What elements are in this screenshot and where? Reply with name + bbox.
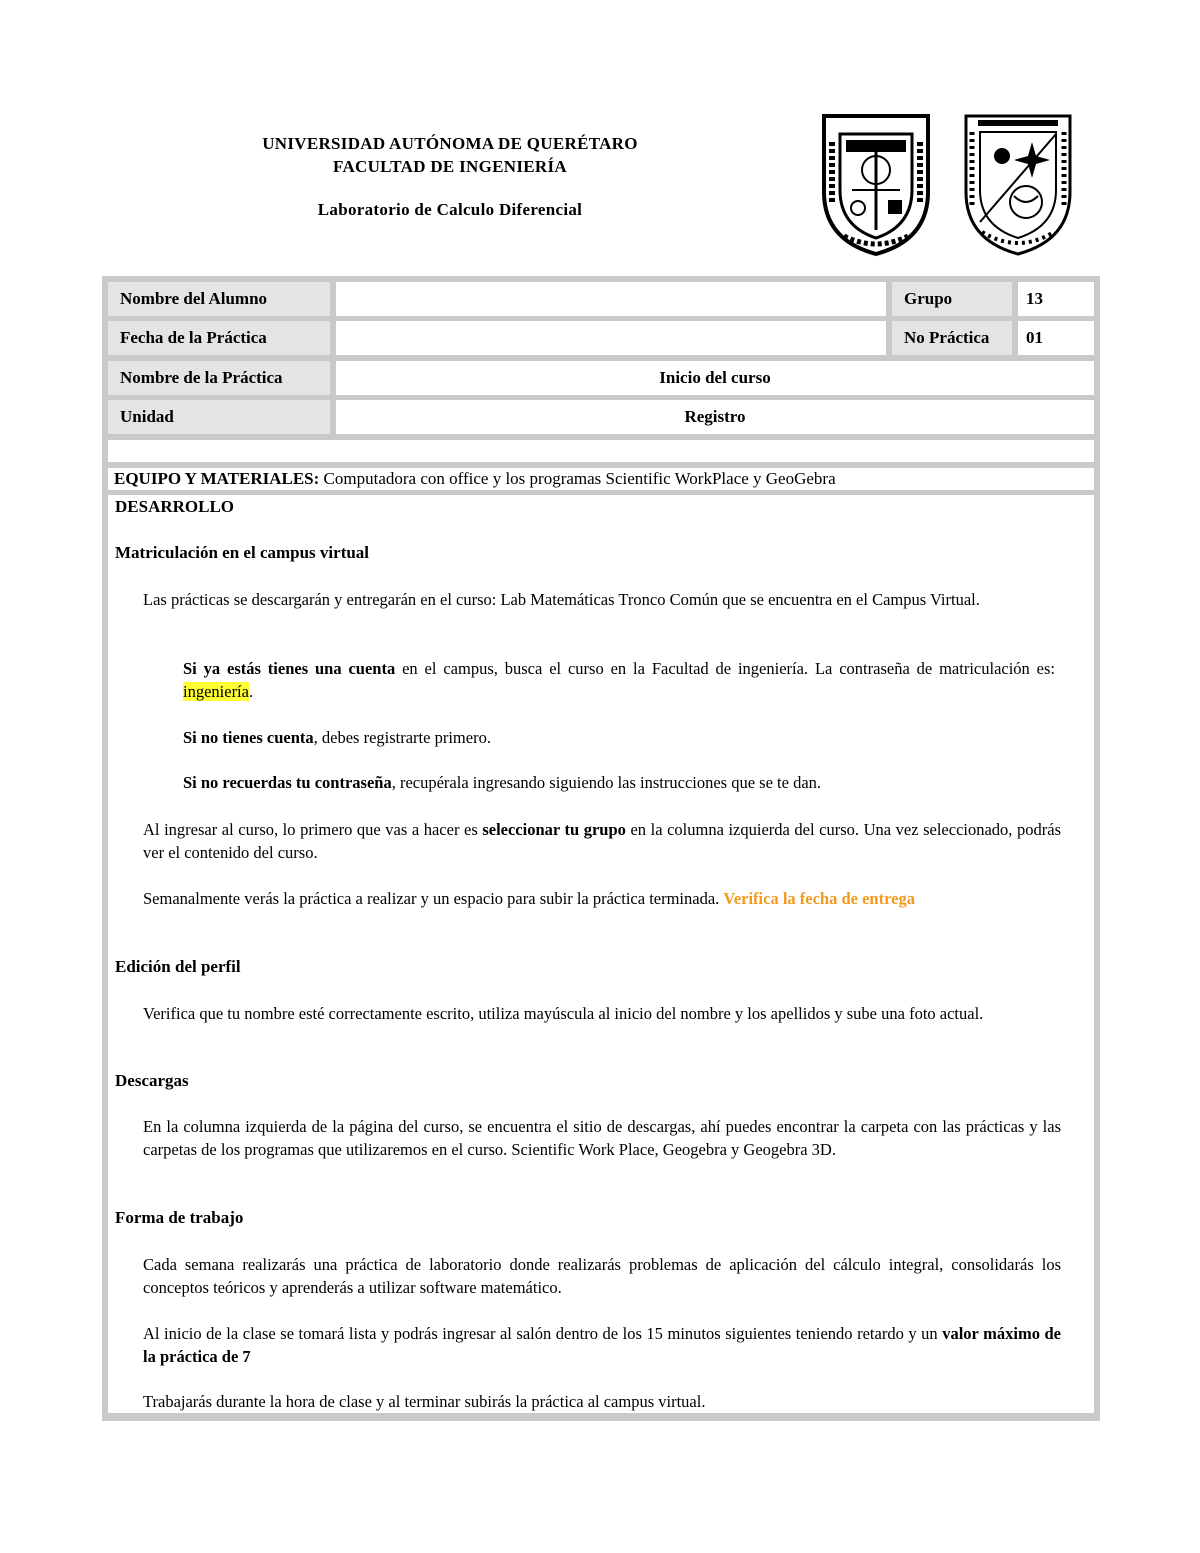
profile-paragraph: Verifica que tu nombre esté correctamente escrito, utiliza mayúscula al inicio del nombre y los apellidos y sube una foto actual.: [143, 1004, 984, 1023]
max-value-note: valor máximo de la práctica de 7: [143, 1324, 1061, 1366]
university-seal-logo: [962, 112, 1074, 258]
section-downloads-title: Descargas: [115, 1071, 189, 1090]
university-name: UNIVERSIDAD AUTÓNOMA DE QUERÉTARO: [262, 134, 638, 153]
practice-name-label: Nombre de la Práctica: [108, 361, 330, 395]
practice-number-label: No Práctica: [892, 321, 1012, 355]
attendance-text: Al inicio de la clase se tomará lista y podrás ingresar al salón dentro de los 15 minutos siguientes teniendo retardo y un: [143, 1324, 943, 1343]
development-title: DESARROLLO: [115, 497, 235, 516]
group-value: 13: [1018, 282, 1094, 316]
password-rest: , recupérala ingresando siguiendo las instrucciones que se te dan.: [391, 773, 822, 792]
group-select-a: Al ingresar al curso, lo primero que vas a hacer es: [143, 820, 483, 839]
practice-date-label: Fecha de la Práctica: [108, 321, 330, 355]
student-name-field[interactable]: [336, 282, 886, 316]
section-campus-title: Matriculación en el campus virtual: [115, 543, 370, 562]
group-select-bold: seleccionar tu grupo: [482, 820, 626, 839]
group-select-b: en la columna izquierda del curso. Una vez seleccionado, podrás ver el contenido del curso.: [143, 820, 1061, 862]
unit-value: Registro: [336, 400, 1094, 434]
attendance-paragraph: [143, 1322, 1061, 1368]
no-account-rest: , debes registrarte primero.: [313, 728, 491, 747]
faculty-seal-logo: [820, 112, 932, 258]
upload-paragraph: Trabajarás durante la hora de clase y al terminar subirás la práctica al campus virtual.: [143, 1392, 706, 1411]
section-work-title: Forma de trabajo: [115, 1208, 244, 1227]
group-select-paragraph: [143, 818, 1061, 864]
empty-row: [108, 440, 1094, 462]
password-bold: Si no recuerdas tu contraseña: [183, 773, 392, 792]
campus-paragraph: Las prácticas se descargarán y entregarán en el curso: Lab Matemáticas Tronco Común que se encuentra en el Campus Virtual.: [143, 590, 980, 609]
section-profile-title: Edición del perfil: [115, 957, 241, 976]
unit-label: Unidad: [108, 400, 330, 434]
no-account-bold: Si no tienes cuenta: [183, 728, 314, 747]
equipment-label: EQUIPO Y MATERIALES:: [114, 469, 320, 488]
account-bold: Si ya estás tienes una cuenta: [183, 659, 396, 678]
deadline-warning: Verifica la fecha de entrega: [723, 889, 915, 908]
lab-name: Laboratorio de Calculo Diferencial: [317, 200, 583, 219]
equipment-value: Computadora con office y los programas Scientific WorkPlace y GeoGebra: [323, 469, 836, 488]
work-paragraph: Cada semana realizarás una práctica de laboratorio donde realizarás problemas de aplicación del cálculo integral, consolidarás los conceptos teóricos y aprenderás a utilizar software matemático.: [143, 1255, 1061, 1297]
no-account-paragraph: [183, 726, 1055, 749]
practice-name-value: Inicio del curso: [336, 361, 1094, 395]
password-paragraph: [183, 771, 1055, 794]
group-label: Grupo: [892, 282, 1012, 316]
document-header: [0, 0, 1200, 270]
faculty-name: FACULTAD DE INGENIERÍA: [333, 157, 567, 176]
account-rest: en el campus, busca el curso en la Facultad de ingeniería. La contraseña de matriculación es:: [395, 659, 1056, 678]
weekly-paragraph: [143, 887, 1061, 910]
account-paragraph: [183, 657, 1055, 703]
practice-number-value: 01: [1018, 321, 1094, 355]
weekly-text: Semanalmente verás la práctica a realizar y un espacio para subir la práctica terminada.: [143, 889, 724, 908]
equipment-row: [108, 468, 1094, 490]
account-end: .: [248, 682, 254, 701]
student-name-label: Nombre del Alumno: [108, 282, 330, 316]
enrollment-password: ingeniería: [183, 682, 249, 701]
practice-date-field[interactable]: [336, 321, 886, 355]
downloads-paragraph: En la columna izquierda de la página del curso, se encuentra el sitio de descargas, ahí puedes encontrar la carpeta con las prácticas y las carpetas de los programas que utilizaremos en el curso. Scientific Work Place, Geogebra y Geogebra 3D.: [143, 1117, 1061, 1159]
